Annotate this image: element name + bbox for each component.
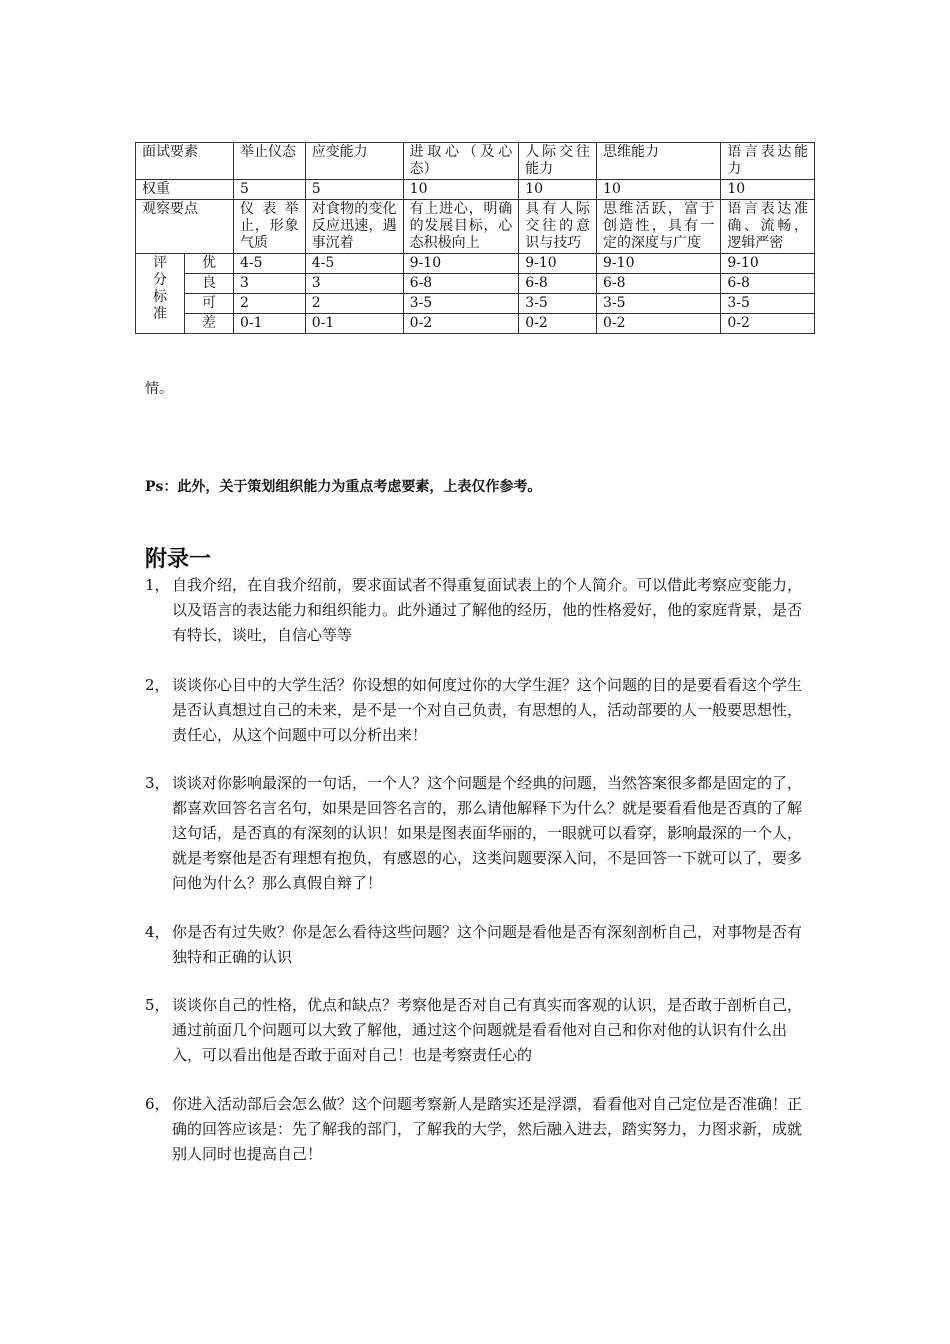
grading-label-char: 标 xyxy=(153,289,167,305)
grading-label-char: 分 xyxy=(153,272,167,288)
weight-cell: 10 xyxy=(597,180,721,200)
item-text: 你是否有过失败？你是怎么看待这些问题？这个问题是看他是否有深刻剖析自己，对事物是否有独特和正确的认识 xyxy=(172,923,803,966)
grading-label-char: 准 xyxy=(153,306,167,322)
item-number: 6， xyxy=(145,1095,170,1113)
item-number: 3， xyxy=(145,774,170,792)
weights-label: 权重 xyxy=(136,180,234,200)
point-cell: 对食物的变化反应迅速，遇事沉着 xyxy=(305,200,403,254)
header-cell: 举止仪态 xyxy=(234,143,306,180)
score-cell: 3-5 xyxy=(519,294,597,314)
grade-row-excellent xyxy=(136,254,815,274)
header-cell: 思维能力 xyxy=(597,143,721,180)
point-cell: 仪表举止，形象气质 xyxy=(234,200,306,254)
list-item xyxy=(145,771,810,896)
header-cell: 应变能力 xyxy=(305,143,403,180)
item-text: 谈谈你心目中的大学生活？你设想的如何度过你的大学生涯？这个问题的目的是要看看这个学生是否认真想过自己的未来，是不是一个对自己负责，有思想的人，活动部要的人一般要思想性，责任心，从这个问题中可以分析出来！ xyxy=(172,676,803,744)
score-cell: 0-2 xyxy=(597,314,721,334)
header-cell: 面试要素 xyxy=(136,143,234,180)
score-cell: 3-5 xyxy=(721,294,815,314)
list-item xyxy=(145,1092,810,1167)
header-cell: 进取心（及心态） xyxy=(403,143,519,180)
score-cell: 0-1 xyxy=(234,314,306,334)
weight-cell: 5 xyxy=(234,180,306,200)
grade-row-poor xyxy=(136,314,815,334)
score-cell: 0-2 xyxy=(721,314,815,334)
text-fragment: 情。 xyxy=(145,381,173,397)
grade-row-fair xyxy=(136,294,815,314)
points-label: 观察要点 xyxy=(136,200,234,254)
point-cell: 思维活跃，富于创造性，具有一定的深度与广度 xyxy=(597,200,721,254)
score-cell: 4-5 xyxy=(234,254,306,274)
points-row xyxy=(136,200,815,254)
item-number: 4， xyxy=(145,923,170,941)
grade-cell: 可 xyxy=(185,294,234,314)
weight-cell: 10 xyxy=(403,180,519,200)
score-cell: 3-5 xyxy=(597,294,721,314)
grade-cell: 优 xyxy=(185,254,234,274)
table-header-row xyxy=(136,143,815,180)
score-cell: 3 xyxy=(234,274,306,294)
score-cell: 6-8 xyxy=(721,274,815,294)
score-cell: 0-1 xyxy=(305,314,403,334)
item-number: 5， xyxy=(145,996,170,1014)
item-text: 谈谈你自己的性格，优点和缺点？考察他是否对自己有真实而客观的认识，是否敢于剖析自己，通过前面几个问题可以大致了解他，通过这个问题就是看看他对自己和你对他的认识有什么出入，可以看出他是否敢于面对自己！也是考察责任心的 xyxy=(172,996,803,1064)
grading-label-char: 评 xyxy=(153,255,167,271)
weight-cell: 5 xyxy=(305,180,403,200)
interview-criteria-table xyxy=(135,142,815,334)
list-item xyxy=(145,673,810,748)
score-cell: 3 xyxy=(305,274,403,294)
item-number: 1， xyxy=(145,576,170,594)
score-cell: 6-8 xyxy=(519,274,597,294)
score-cell: 3-5 xyxy=(403,294,519,314)
weight-cell: 10 xyxy=(721,180,815,200)
item-text: 你进入活动部后会怎么做？这个问题考察新人是踏实还是浮漂，看看他对自己定位是否准确！正确的回答应该是：先了解我的部门，了解我的大学，然后融入进去，踏实努力，力图求新，成就别人同时也提高自己！ xyxy=(172,1095,803,1163)
score-cell: 9-10 xyxy=(597,254,721,274)
score-cell: 6-8 xyxy=(403,274,519,294)
header-cell: 语言表达能力 xyxy=(721,143,815,180)
header-cell: 人际交往能力 xyxy=(519,143,597,180)
weight-cell: 10 xyxy=(519,180,597,200)
point-cell: 有上进心，明确的发展目标，心态积极向上 xyxy=(403,200,519,254)
score-cell: 9-10 xyxy=(721,254,815,274)
grade-cell: 良 xyxy=(185,274,234,294)
item-number: 2， xyxy=(145,676,170,694)
grade-cell: 差 xyxy=(185,314,234,334)
score-cell: 2 xyxy=(234,294,306,314)
weights-row xyxy=(136,180,815,200)
score-cell: 0-2 xyxy=(519,314,597,334)
point-cell: 具有人际交往的意识与技巧 xyxy=(519,200,597,254)
point-cell: 语言表达准确、流畅，逻辑严密 xyxy=(721,200,815,254)
score-cell: 6-8 xyxy=(597,274,721,294)
item-text: 谈谈对你影响最深的一句话，一个人？这个问题是个经典的问题，当然答案很多都是固定的了，都喜欢回答名言名句，如果是回答名言的，那么请他解释下为什么？就是要看看他是否真的了解这句话，是否真的有深刻的认识！如果是图表面华丽的，一眼就可以看穿，影响最深的一个人，就是考察他是否有理想有抱负，有感恩的心，这类问题要深入问，不是回答一下就可以了，要多问他为什么？那么真假自辩了！ xyxy=(172,774,803,892)
list-item xyxy=(145,993,810,1068)
item-text: 自我介绍，在自我介绍前，要求面试者不得重复面试表上的个人简介。可以借此考察应变能力，以及语言的表达能力和组织能力。此外通过了解他的经历，他的性格爱好，他的家庭背景，是否有特长，谈吐，自信心等等 xyxy=(172,576,803,644)
list-item xyxy=(145,920,810,970)
list-item xyxy=(145,573,810,648)
grade-row-good xyxy=(136,274,815,294)
score-cell: 4-5 xyxy=(305,254,403,274)
appendix-title: 附录一 xyxy=(145,547,212,572)
ps-note: Ps：此外，关于策划组织能力为重点考虑要素，上表仅作参考。 xyxy=(145,479,542,495)
score-cell: 9-10 xyxy=(519,254,597,274)
score-cell: 0-2 xyxy=(403,314,519,334)
grading-label xyxy=(136,254,185,334)
score-cell: 9-10 xyxy=(403,254,519,274)
score-cell: 2 xyxy=(305,294,403,314)
